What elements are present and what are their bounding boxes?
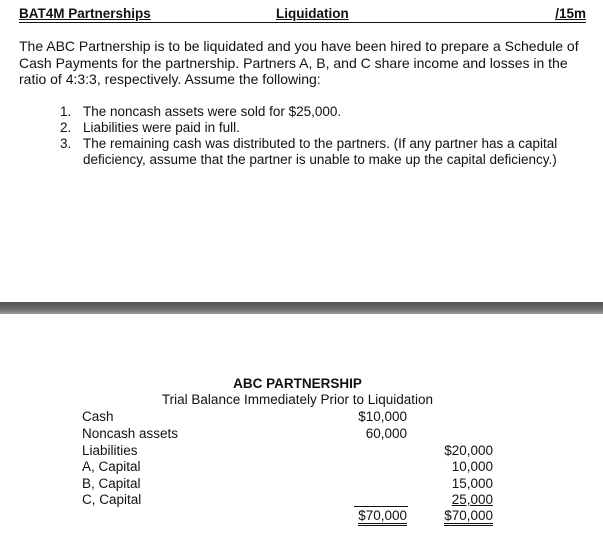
course-title: BAT4M Partnerships bbox=[19, 6, 151, 21]
account-name: C, Capital bbox=[82, 492, 142, 507]
table-row bbox=[0, 459, 603, 475]
credit-amount: 15,000 bbox=[451, 476, 493, 491]
account-name: Noncash assets bbox=[82, 426, 179, 441]
debit-amount: $10,000 bbox=[358, 409, 407, 424]
list-text: Liabilities were paid in full. bbox=[83, 120, 240, 135]
credit-total: $70,000 bbox=[444, 509, 493, 526]
marks-label: /15m bbox=[555, 6, 586, 21]
list-number: 1. bbox=[60, 104, 72, 119]
table-row bbox=[0, 476, 603, 492]
list-text: The remaining cash was distributed to the partners. (If any partner has a capital deficiency, assume that the partner is unable to make up the capital deficiency.) bbox=[83, 136, 558, 167]
credit-amount: 10,000 bbox=[451, 459, 493, 474]
intro-paragraph: The ABC Partnership is to be liquidated and you have been hired to prepare a Schedule of Cash Payments for the partnership. Partners A, B, and C share income and losses in the ratio of 4:3:3, respectively. Assume the following: bbox=[19, 38, 579, 87]
section-divider bbox=[0, 302, 603, 314]
credit-amount: 25,000 bbox=[451, 492, 493, 507]
account-name: Liabilities bbox=[82, 443, 138, 458]
worksheet-header bbox=[19, 6, 586, 23]
table-row bbox=[0, 443, 603, 459]
assumption-list bbox=[60, 104, 590, 168]
list-item bbox=[60, 104, 590, 120]
list-item bbox=[60, 120, 590, 136]
debit-total-rule bbox=[354, 506, 408, 507]
trial-balance-subtitle: Trial Balance Immediately Prior to Liquidation bbox=[161, 392, 434, 407]
table-row bbox=[0, 492, 603, 508]
credit-amount: $20,000 bbox=[444, 443, 493, 458]
list-number: 2. bbox=[60, 120, 72, 135]
table-row bbox=[0, 409, 603, 425]
account-name: A, Capital bbox=[82, 459, 141, 474]
totals-row bbox=[0, 509, 603, 525]
trial-balance-company: ABC PARTNERSHIP bbox=[233, 376, 362, 391]
account-name: B, Capital bbox=[82, 476, 141, 491]
list-item bbox=[60, 136, 590, 168]
list-number: 3. bbox=[60, 136, 72, 151]
debit-total: $70,000 bbox=[358, 509, 407, 526]
list-text: The noncash assets were sold for $25,000. bbox=[83, 104, 342, 119]
topic-title: Liquidation bbox=[276, 6, 349, 21]
debit-amount: 60,000 bbox=[365, 426, 407, 441]
table-row bbox=[0, 426, 603, 442]
account-name: Cash bbox=[82, 409, 114, 424]
